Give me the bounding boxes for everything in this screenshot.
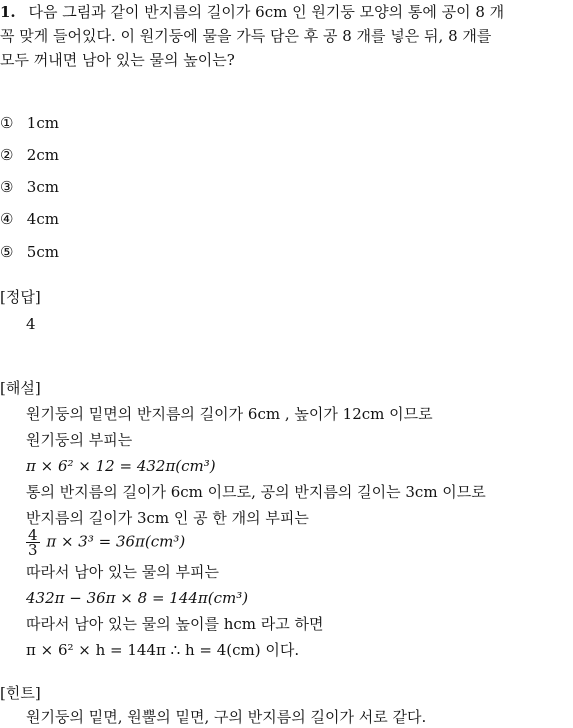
sphere-volume-expression: π × 3³ = 36π(cm³) (46, 532, 186, 551)
explanation-line-8: 432π − 36π × 8 = 144π(cm³) (26, 589, 249, 607)
fraction-denominator: 3 (28, 541, 38, 559)
choice-5-mark: ⑤ (0, 243, 14, 261)
question-line-2: 꼭 맞게 들어있다. 이 원기둥에 물을 가득 담은 후 공 8 개를 넣은 뒤, 8 개를 (0, 27, 492, 45)
question-text-1: 다음 그림과 같이 반지름의 길이가 6cm 인 원기둥 모양의 통에 공이 8 개 (28, 3, 505, 21)
choice-2[interactable] (0, 145, 59, 165)
explanation-line-2: 원기둥의 부피는 (26, 431, 133, 449)
explanation-line-6 (26, 528, 185, 557)
question-line-1 (0, 2, 504, 22)
choice-4-text: 4cm (26, 210, 59, 228)
choice-2-mark: ② (0, 146, 14, 164)
choice-4[interactable] (0, 209, 59, 229)
choice-5-text: 5cm (26, 243, 59, 261)
explanation-line-7: 따라서 남아 있는 물의 부피는 (26, 563, 219, 581)
hint-text: 원기둥의 밑면, 원뿔의 밑면, 구의 반지름의 길이가 서로 같다. (26, 708, 427, 726)
fraction-numerator: 4 (28, 526, 38, 544)
explanation-line-1: 원기둥의 밑면의 반지름의 길이가 6cm , 높이가 12cm 이므로 (26, 405, 433, 423)
explanation-line-5: 반지름의 길이가 3cm 인 공 한 개의 부피는 (26, 509, 309, 527)
question-line-3: 모두 꺼내면 남아 있는 물의 높이는? (0, 51, 235, 69)
explanation-heading: [해설] (0, 379, 41, 397)
explanation-line-3: π × 6² × 12 = 432π(cm³) (26, 457, 216, 475)
choice-3[interactable] (0, 177, 59, 197)
explanation-line-4: 통의 반지름의 길이가 6cm 이므로, 공의 반지름의 길이는 3cm 이므로 (26, 483, 486, 501)
explanation-line-10: π × 6² × h = 144π ∴ h = 4(cm) 이다. (26, 641, 300, 659)
choice-5[interactable] (0, 242, 59, 262)
choice-4-mark: ④ (0, 210, 14, 228)
choice-3-mark: ③ (0, 178, 14, 196)
choice-2-text: 2cm (26, 146, 59, 164)
question-number: 1. (0, 3, 16, 21)
choice-1-text: 1cm (26, 114, 59, 132)
explanation-line-9: 따라서 남아 있는 물의 높이를 hcm 라고 하면 (26, 615, 324, 633)
choice-1[interactable] (0, 113, 59, 133)
choice-1-mark: ① (0, 114, 14, 132)
answer-heading: [정답] (0, 288, 41, 306)
answer-value: 4 (26, 315, 36, 333)
choice-3-text: 3cm (26, 178, 59, 196)
fraction (26, 528, 40, 557)
hint-heading: [힌트] (0, 684, 41, 702)
